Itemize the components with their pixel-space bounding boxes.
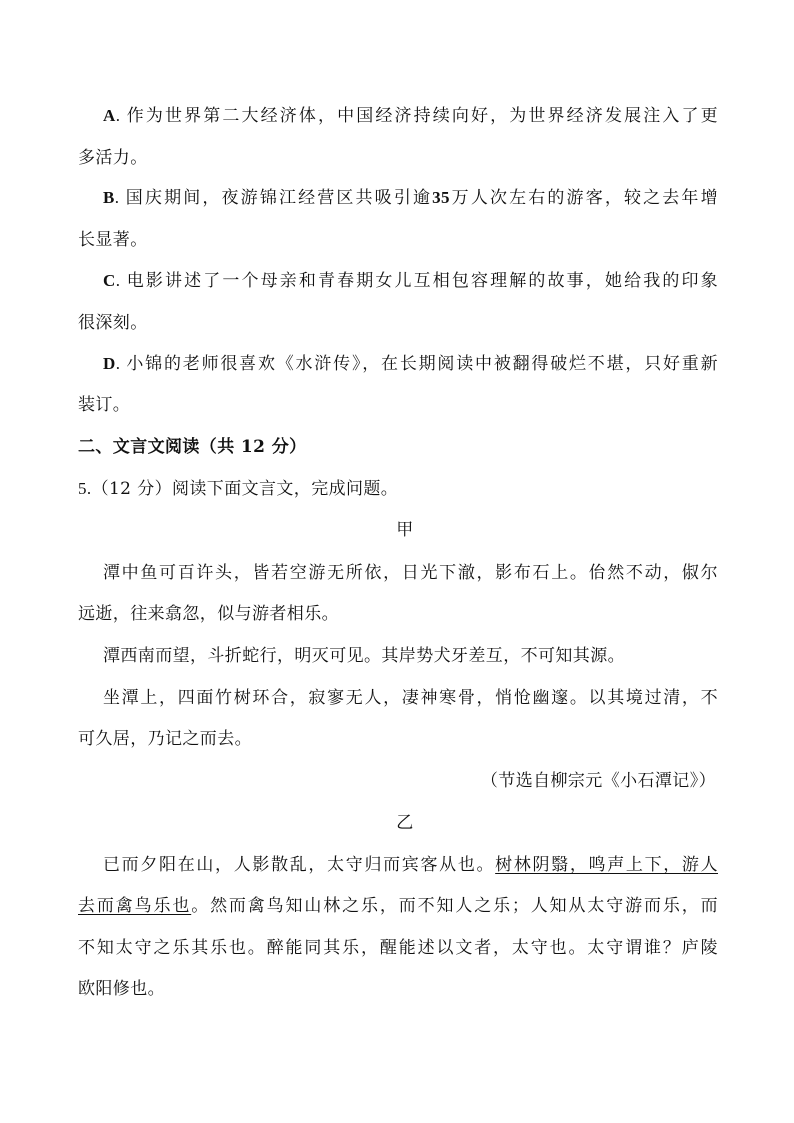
underlined-sentence-part1: 树林阴翳，鸣声上下，游人: [495, 855, 718, 875]
option-c-label: C: [103, 271, 116, 290]
option-b-text-b: 万人次左右的游客，较之去年增: [449, 188, 718, 208]
option-d-label: D: [103, 354, 116, 373]
option-d-text: 小锦的老师很喜欢《水浒传》，在长期阅读中被翻得破烂不堪，只好重新: [126, 354, 718, 374]
passage-jia-p3-line2: 可久居，乃记之而去。: [78, 729, 252, 749]
question-5: [78, 477, 718, 501]
option-b-line2: 长显著。: [78, 230, 148, 250]
passage-yi-line1: [103, 853, 718, 877]
option-a-label: A: [103, 106, 116, 125]
question-number: 5.: [78, 479, 92, 498]
option-d-line2: 装订。: [78, 395, 131, 415]
option-a-text: 作为世界第二大经济体，中国经济持续向好，为世界经济发展注入了更: [126, 106, 718, 126]
question-prompt: 阅读下面文言文，完成问题。: [172, 479, 399, 499]
passage-yi-line4: 欧阳修也。: [78, 979, 165, 999]
question-points: （12 分）: [91, 479, 172, 499]
passage-jia-p2: 潭西南而望，斗折蛇行，明灭可见。其岸势犬牙差互，不可知其源。: [103, 646, 625, 666]
option-a-line1: A. 作为世界第二大经济体，中国经济持续向好，为世界经济发展注入了更: [103, 106, 718, 126]
passage-yi-line2: [78, 894, 718, 918]
option-d-line1: D. 小锦的老师很喜欢《水浒传》，在长期阅读中被翻得破烂不堪，只好重新: [103, 354, 718, 374]
option-b-label: B: [103, 188, 115, 207]
underlined-sentence-part2: 去而禽鸟乐也: [78, 896, 192, 916]
section-heading: 二、文言文阅读（共 12 分）: [78, 437, 307, 457]
option-b-line1: B. 国庆期间，夜游锦江经营区共吸引逾35万人次左右的游客，较之去年增: [103, 188, 718, 208]
passage-yi-label: 乙: [396, 813, 414, 833]
passage-yi-line1-text: 已而夕阳在山，人影散乱，太守归而宾客从也。: [103, 855, 496, 875]
passage-jia-p1-line1: 潭中鱼可百许头，皆若空游无所依，日光下澈，影布石上。佁然不动，俶尔: [103, 563, 718, 583]
passage-jia-p3-line1: 坐潭上，四面竹树环合，寂寥无人，凄神寒骨，悄怆幽邃。以其境过清，不: [103, 688, 718, 708]
passage-yi-line2-text: 。然而禽鸟知山林之乐，而不知人之乐；人知从太守游而乐，而: [191, 896, 718, 916]
passage-yi-line3: 不知太守之乐其乐也。醉能同其乐，醒能述以文者，太守也。太守谓谁？庐陵: [78, 938, 718, 958]
option-a-line2: 多活力。: [78, 148, 148, 168]
passage-jia-label: 甲: [396, 520, 414, 540]
option-c-text: 电影讲述了一个母亲和青春期女儿互相包容理解的故事，她给我的印象: [126, 271, 718, 291]
option-b-number: 35: [432, 188, 450, 207]
option-c-line1: C. 电影讲述了一个母亲和青春期女儿互相包容理解的故事，她给我的印象: [103, 271, 718, 291]
passage-jia-p1-line2: 远逝，往来翕忽，似与游者相乐。: [78, 604, 339, 624]
option-c-line2: 很深刻。: [78, 313, 148, 333]
passage-jia-source: （节选自柳宗元《小石潭记》）: [480, 771, 716, 791]
option-b-text-a: 国庆期间，夜游锦江经营区共吸引逾: [125, 188, 433, 208]
